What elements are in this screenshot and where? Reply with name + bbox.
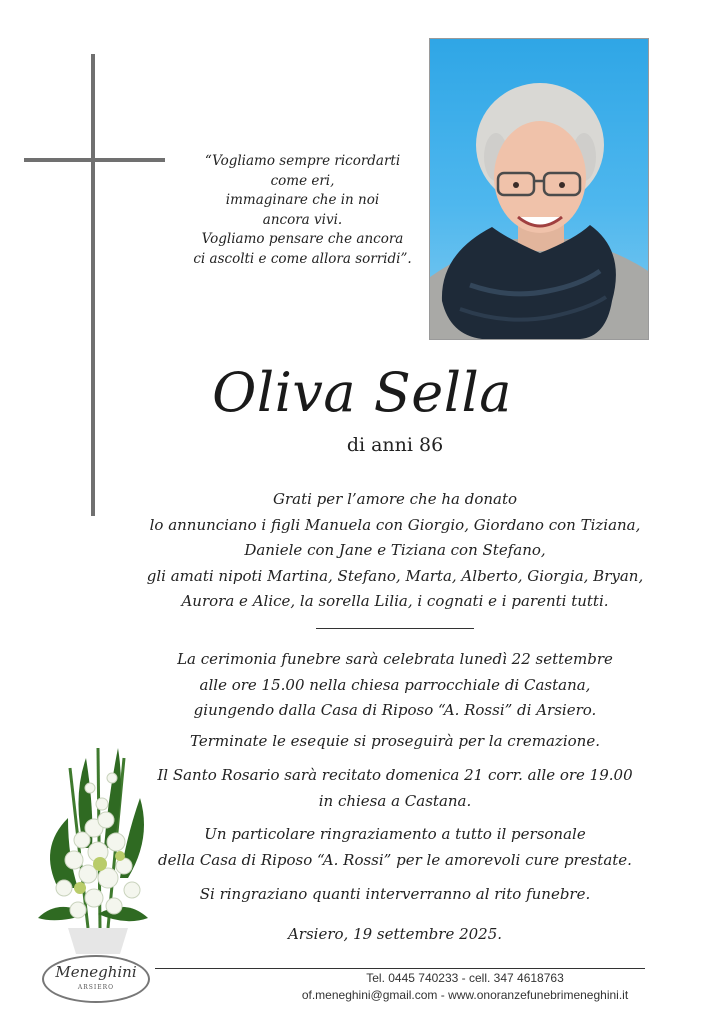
place-date-line: Arsiero, 19 settembre 2025.: [287, 925, 503, 943]
quote-line: ancora vivi.: [262, 211, 343, 228]
rosary-line: Il Santo Rosario sarà recitato domenica 21 corr. alle ore 19.00: [157, 766, 633, 784]
thanks-all-line: Si ringraziano quanti interverranno al rito funebre.: [199, 885, 591, 903]
quote-line: ci ascolti e come allora sorridi”.: [193, 250, 412, 267]
announcement-line: Grati per l’amore che ha donato: [272, 490, 518, 508]
thanks-all-note: [100, 882, 690, 908]
memorial-quote: [180, 152, 425, 269]
logo-town: ARSIERO: [77, 984, 115, 991]
rosary-paragraph: [100, 763, 690, 814]
ceremony-line: alle ore 15.00 nella chiesa parrocchiale di Castana,: [199, 675, 591, 694]
section-divider: [316, 628, 474, 629]
cremation-note: [100, 729, 690, 755]
flower-bouquet-icon: [28, 728, 158, 954]
cross-horizontal-beam: [24, 158, 165, 162]
quote-line: Vogliamo pensare che ancora: [201, 231, 404, 247]
logo-name: Meneghini: [55, 963, 137, 981]
funeral-home-logo: [42, 955, 150, 1003]
cremation-line: Terminate le esequie si proseguirà per la cremazione.: [190, 732, 600, 750]
footer-divider: [155, 968, 645, 969]
ceremony-paragraph: [100, 647, 690, 724]
quote-line: “Vogliamo sempre ricordarti: [204, 153, 401, 169]
quote-line: immaginare che in noi: [225, 192, 380, 208]
thanks-line: Un particolare ringraziamento a tutto il personale: [204, 825, 586, 843]
thanks-line: della Casa di Riposo “A. Rossi” per le amorevoli cure prestate.: [158, 850, 632, 869]
announcement-line: Aurora e Alice, la sorella Lilia, i cognati e i parenti tutti.: [181, 592, 609, 610]
deceased-age: di anni 86: [346, 434, 444, 456]
ceremony-line: giungendo dalla Casa di Riposo “A. Rossi” di Arsiero.: [193, 701, 597, 719]
ceremony-line: La cerimonia funebre sarà celebrata lunedì 22 settembre: [177, 650, 613, 668]
quote-line: come eri,: [270, 172, 335, 189]
rosary-line: in chiesa a Castana.: [318, 791, 472, 810]
announcement-line: gli amati nipoti Martina, Stefano, Marta, Alberto, Giorgia, Bryan,: [146, 566, 644, 585]
announcement-line: Daniele con Jane e Tiziana con Stefano,: [244, 541, 546, 559]
footer-contacts: of.meneghini@gmail.com - www.onoranzefunebrimeneghini.it: [301, 988, 629, 1002]
footer-phones: Tel. 0445 740233 - cell. 347 4618763: [366, 971, 564, 985]
deceased-name: Oliva Sella: [212, 361, 512, 424]
portrait-photo: [429, 38, 649, 340]
announcement-line: lo annunciano i figli Manuela con Giorgio, Giordano con Tiziana,: [149, 515, 641, 534]
thanks-paragraph: [100, 822, 690, 873]
announcement-paragraph: [100, 487, 690, 615]
place-date: [100, 922, 690, 948]
